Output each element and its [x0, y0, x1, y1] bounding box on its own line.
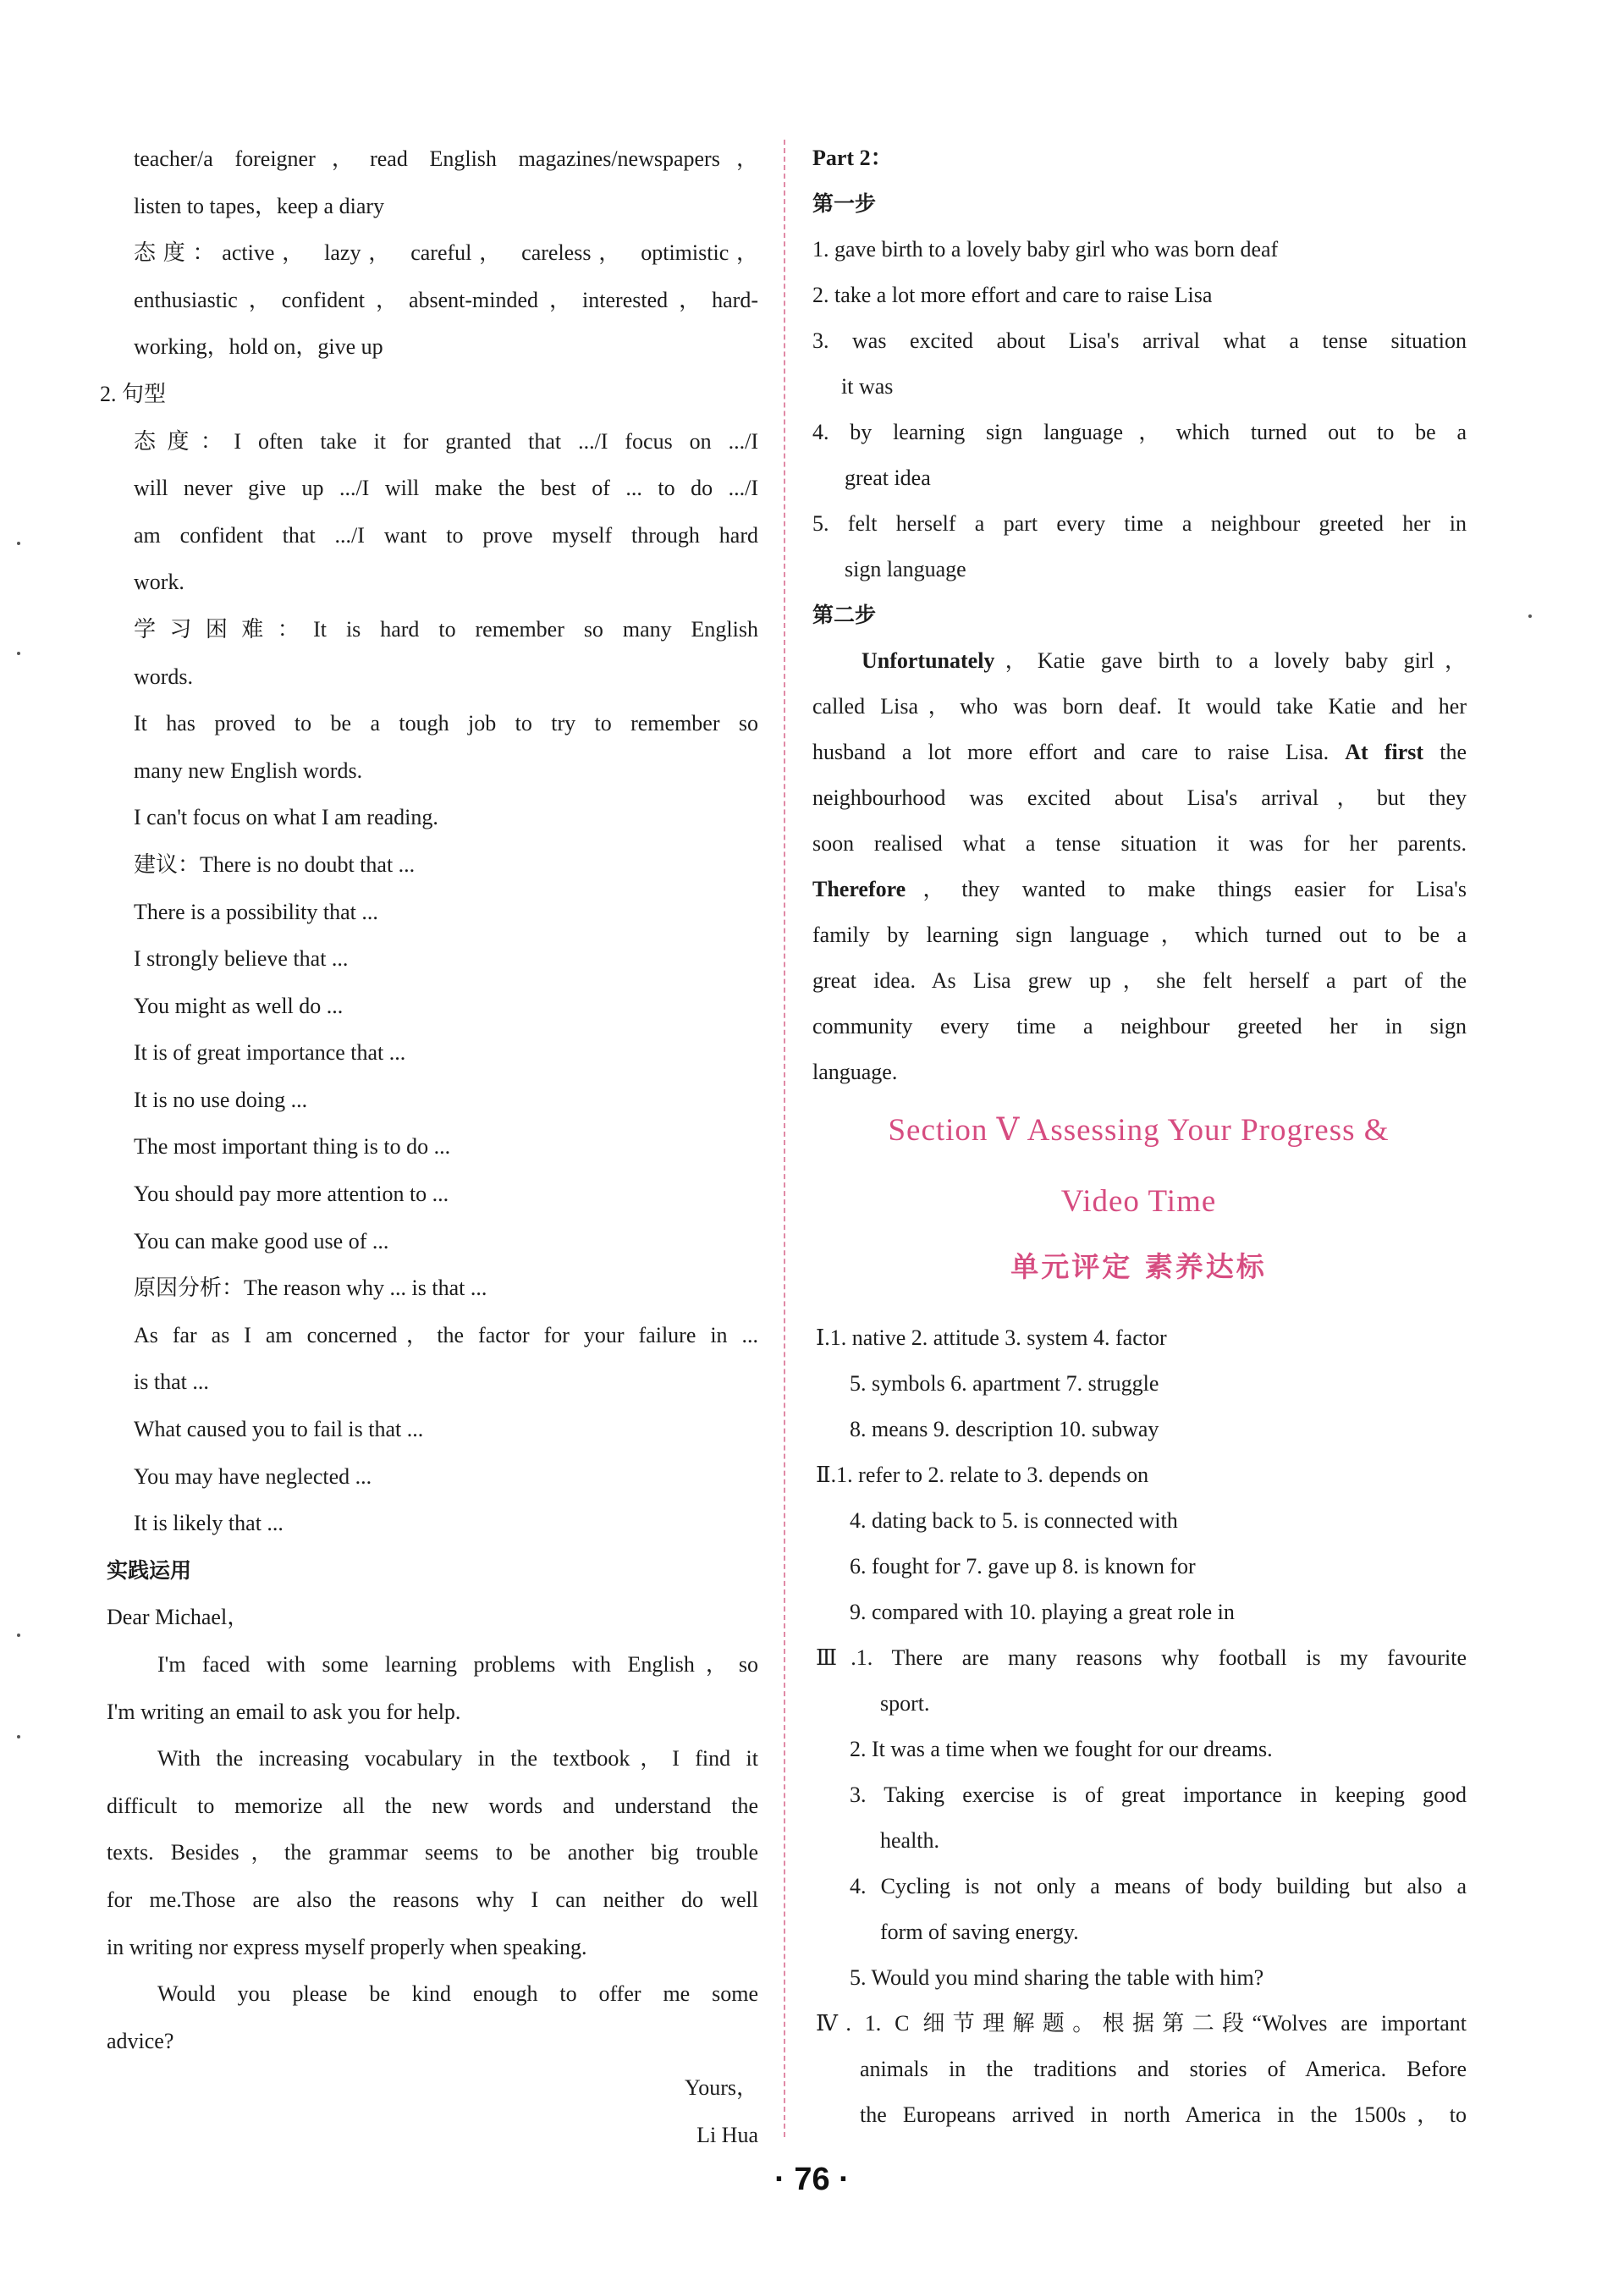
text-line: I'm faced with some learning problems with English，so	[157, 1652, 758, 1677]
text-line: It is no use doing ...	[134, 1087, 308, 1112]
page-number: · 76 ·	[774, 2162, 850, 2197]
text-line: form of saving energy.	[880, 1920, 1079, 1944]
text-line: 9. compared with 10. playing a great role in	[850, 1600, 1235, 1624]
text-line: the Europeans arrived in north America in the 1500s，to	[860, 2102, 1467, 2127]
text-line: 5. Would you mind sharing the table with him?	[850, 1965, 1264, 1990]
text-line: 4. Cycling is not only a means of body building but also a	[850, 1874, 1467, 1898]
text-line: 1. gave birth to a lovely baby girl who was born deaf	[812, 237, 1279, 262]
text-line: I strongly believe that ...	[134, 946, 349, 972]
text-line: texts. Besides，the grammar seems to be another big trouble	[107, 1840, 758, 1865]
text-line: Part 2：	[812, 146, 893, 170]
text-line: 4. by learning sign language，which turned out to be a	[812, 420, 1467, 444]
text-line: called Lisa，who was born deaf. It would take Katie and her	[812, 694, 1467, 719]
text-line: teacher/a foreigner，read English magazines/newspapers，	[134, 146, 758, 171]
text-line: Would you please be kind enough to offer me some	[157, 1981, 758, 2007]
text-line: great idea. As Lisa grew up，she felt herself a part of the	[812, 968, 1467, 993]
text-line: 3. was excited about Lisa's arrival what a tense situation	[812, 328, 1467, 353]
text-line: You might as well do ...	[134, 993, 344, 1018]
text-line: husband a lot more effort and care to raise Lisa. At first the	[812, 740, 1467, 764]
text-line: Unfortunately，Katie gave birth to a lovely baby girl，	[862, 648, 1467, 673]
text-line: Therefore，they wanted to make things easier for Lisa's	[812, 877, 1467, 901]
text-line: You should pay more attention to ...	[134, 1182, 449, 1207]
text-line: 2. 句型	[100, 381, 167, 406]
text-line: You can make good use of ...	[134, 1228, 389, 1253]
text-line: 态度：I often take it for granted that .../I focus on .../I	[134, 428, 758, 454]
column-divider	[784, 140, 785, 2137]
text-line: listen to tapes，keep a diary	[134, 193, 385, 218]
section-title-line-2: Video Time	[1060, 1184, 1217, 1219]
text-line: for me.Those are also the reasons why I can neither do well	[107, 1887, 758, 1912]
text-line: 5. felt herself a part every time a neighbour greeted her in	[812, 511, 1467, 536]
part2-block	[811, 135, 1467, 1095]
text-line: The most important thing is to do ...	[134, 1134, 451, 1160]
heading-line: 实践运用	[107, 1557, 192, 1583]
text-line: great idea	[845, 466, 931, 490]
text-line: Yours，	[685, 2075, 758, 2101]
text-line: Dear Michael，	[107, 1605, 250, 1630]
text-line: Ⅳ. 1. C 细节理解题。根据第二段“Wolves are important	[816, 2011, 1467, 2036]
text-line: 态度：active， lazy， careful， careless， optimistic，	[134, 240, 758, 266]
text-line: animals in the traditions and stories of America. Before	[860, 2057, 1467, 2081]
heading-line: 第二步	[812, 603, 877, 627]
text-line: neighbourhood was excited about Lisa's arrival，but they	[812, 785, 1467, 810]
text-line: Ⅰ.1. native 2. attitude 3. system 4. factor	[816, 1325, 1167, 1350]
text-line: is that ...	[134, 1369, 209, 1395]
text-line: difficult to memorize all the new words and understand the	[107, 1793, 758, 1818]
text-line: Ⅲ.1. There are many reasons why football is my favourite	[816, 1645, 1467, 1670]
text-line: 3. Taking exercise is of great importance in keeping good	[850, 1782, 1467, 1807]
text-line: 5. symbols 6. apartment 7. struggle	[850, 1371, 1159, 1396]
text-line: Li Hua	[696, 2122, 758, 2147]
text-line: will never give up .../I will make the best of ... to do .../I	[134, 476, 758, 501]
text-line: am confident that .../I want to prove myself through hard	[134, 522, 758, 548]
text-line: It has proved to be a tough job to try to remember so	[134, 711, 758, 736]
text-line: 6. fought for 7. gave up 8. is known for	[850, 1554, 1196, 1579]
text-line: sport.	[880, 1691, 930, 1716]
text-line: work.	[134, 570, 184, 595]
margin-speck	[17, 1735, 20, 1738]
text-line: community every time a neighbour greeted her in sign	[812, 1014, 1467, 1039]
margin-speck	[1528, 614, 1532, 618]
text-line: 8. means 9. description 10. subway	[850, 1417, 1159, 1441]
right-column	[811, 135, 1467, 2138]
left-column	[100, 135, 758, 2159]
text-line: It is likely that ...	[134, 1511, 284, 1536]
text-line: working，hold on，give up	[134, 334, 383, 360]
text-line: What caused you to fail is that ...	[134, 1417, 424, 1442]
text-line: As far as I am concerned，the factor for your failure in ...	[134, 1322, 758, 1347]
text-line: 原因分析：The reason why ... is that ...	[134, 1275, 487, 1301]
answer-block	[811, 1315, 1467, 2138]
text-line: language.	[812, 1060, 898, 1084]
text-line: You may have neglected ...	[134, 1463, 372, 1489]
margin-speck	[17, 1634, 20, 1637]
section-subtitle: 单元评定 素养达标	[1010, 1250, 1267, 1283]
margin-speck	[17, 652, 20, 655]
section-title-line-1: Section Ⅴ Assessing Your Progress &	[888, 1113, 1390, 1148]
text-line: advice?	[107, 2028, 174, 2053]
text-line: I'm writing an email to ask you for help.	[107, 1699, 461, 1724]
text-line: 学习困难：It is hard to remember so many English	[134, 616, 758, 642]
text-line: soon realised what a tense situation it was for her parents.	[812, 831, 1467, 856]
heading-line: 第一步	[812, 191, 877, 216]
text-line: health.	[880, 1828, 940, 1853]
text-line: With the increasing vocabulary in the textbook，I find it	[157, 1746, 758, 1771]
text-line: 建议：There is no doubt that ...	[134, 851, 416, 877]
text-line: it was	[841, 374, 894, 399]
text-line: in writing nor express myself properly when speaking.	[107, 1934, 587, 1959]
text-line: sign language	[845, 557, 966, 581]
text-line: 4. dating back to 5. is connected with	[850, 1508, 1178, 1533]
text-line: enthusiastic，confident，absent-minded，interested，hard-	[134, 287, 758, 312]
text-line: 2. It was a time when we fought for our dreams.	[850, 1737, 1273, 1761]
text-line: 2. take a lot more effort and care to raise Lisa	[812, 283, 1213, 307]
margin-speck	[17, 542, 20, 545]
text-line: many new English words.	[134, 758, 363, 783]
text-line: It is of great importance that ...	[134, 1040, 406, 1066]
text-line: family by learning sign language，which turned out to be a	[812, 923, 1467, 947]
text-line: words.	[134, 664, 194, 689]
text-line: I can't focus on what I am reading.	[134, 805, 438, 830]
text-line: There is a possibility that ...	[134, 899, 378, 924]
text-line: Ⅱ.1. refer to 2. relate to 3. depends on	[816, 1463, 1149, 1487]
